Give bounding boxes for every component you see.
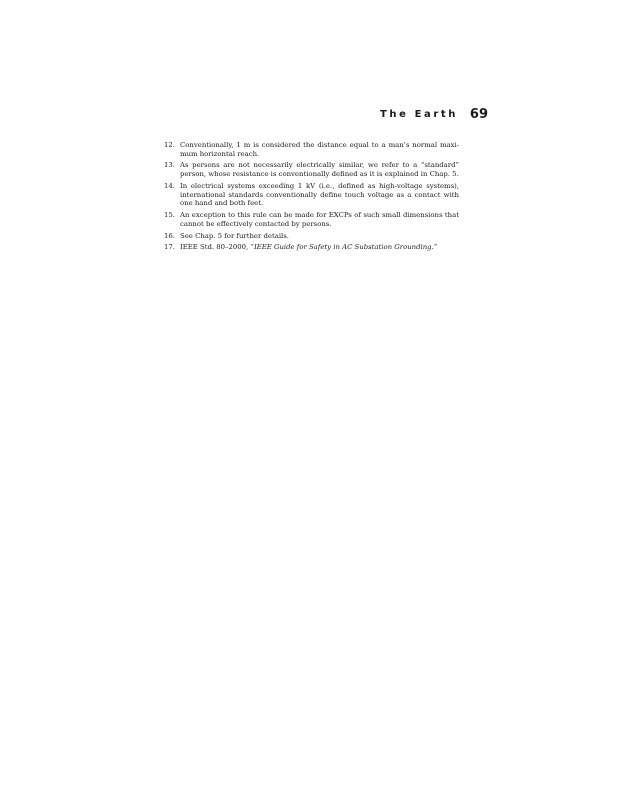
page-number: 69 xyxy=(469,107,488,122)
endnotes-list xyxy=(164,141,459,255)
endnote-text: As persons are not necessarily electrically similar, we refer to a “standard” person, whose resistance is conventionally defined as it is explained in Chap. 5. xyxy=(180,161,459,179)
endnote-16 xyxy=(164,232,459,241)
endnote-number: 13. xyxy=(164,161,175,170)
endnote-15 xyxy=(164,211,459,228)
endnote-number: 14. xyxy=(164,181,175,190)
endnote-13 xyxy=(164,161,459,178)
endnote-citation: IEEE Std. 80–2000, xyxy=(180,243,251,252)
running-title: The Earth xyxy=(379,109,458,120)
endnote-number: 15. xyxy=(164,211,175,220)
endnote-number: 16. xyxy=(164,231,175,240)
endnote-text: See Chap. 5 for further details. xyxy=(180,231,289,240)
endnote-text: An exception to this rule can be made for EXCPs of such small dimensions that cannot be effectively contacted by persons. xyxy=(180,211,459,228)
endnote-number: 17. xyxy=(164,243,175,252)
endnote-14 xyxy=(164,182,459,208)
running-header xyxy=(370,108,488,124)
endnote-text xyxy=(180,243,459,252)
endnote-17 xyxy=(164,243,459,252)
endnote-12 xyxy=(164,141,459,158)
endnote-number: 12. xyxy=(164,141,175,149)
endnote-text: Conventionally, 1 m is considered the distance equal to a man’s normal maxi-mum horizontal reach. xyxy=(180,141,459,158)
endnote-citation-title: “IEEE Guide for Safety in AC Substation Grounding.” xyxy=(250,243,438,252)
endnote-text: In electrical systems exceeding 1 kV (i.e., defined as high-voltage systems), international standards conventionally define touch voltage as a contact with one hand and both feet. xyxy=(180,181,459,208)
